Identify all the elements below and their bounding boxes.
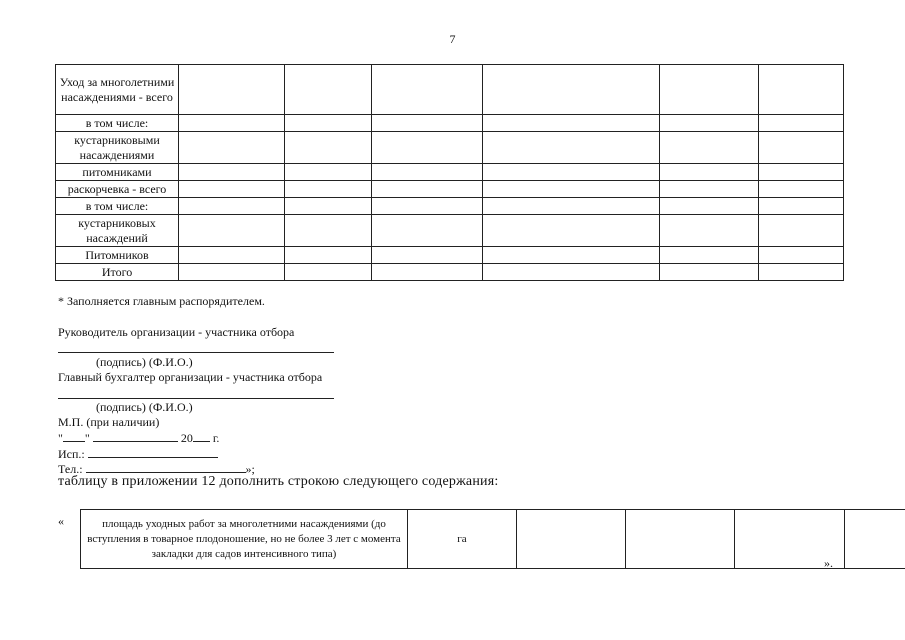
table-cell (285, 181, 372, 198)
table-cell (759, 264, 844, 281)
table-cell (483, 115, 660, 132)
row-label: раскорчевка - всего (56, 181, 179, 198)
date-year: 20 (180, 431, 193, 445)
row-label: Итого (56, 264, 179, 281)
table-cell (660, 164, 759, 181)
accountant-signature-line (58, 398, 334, 399)
table-cell (285, 132, 372, 164)
table-cell (285, 247, 372, 264)
date-month-blank (93, 429, 178, 442)
table-cell (179, 132, 285, 164)
open-quote: « (58, 514, 64, 528)
new-row-unit: га (408, 510, 517, 569)
table-cell (285, 198, 372, 215)
table-row (56, 115, 844, 132)
head-signature-caption: (подпись) (Ф.И.О.) (96, 355, 193, 369)
table-cell (372, 181, 483, 198)
new-row-table (80, 509, 905, 569)
table-row (56, 264, 844, 281)
table-row (56, 198, 844, 215)
row-label: Питомников (56, 247, 179, 264)
row-label: в том числе: (56, 198, 179, 215)
table-cell (285, 264, 372, 281)
table-cell (759, 215, 844, 247)
date-day-blank (63, 429, 85, 442)
stamp-note: М.П. (при наличии) (58, 415, 160, 429)
table-cell (372, 132, 483, 164)
table-cell (483, 132, 660, 164)
table-cell (483, 181, 660, 198)
table-cell (285, 115, 372, 132)
table-cell (660, 65, 759, 115)
table-cell (285, 164, 372, 181)
main-table (55, 64, 844, 281)
new-row-label: площадь уходных работ за многолетними насаждениями (до вступления в товарное плодоношение, но не более 3 лет с момента закладки для садов интенсивного типа) (81, 510, 408, 569)
row-label: питомниками (56, 164, 179, 181)
table-cell (660, 181, 759, 198)
row-label: в том числе: (56, 115, 179, 132)
table-cell (660, 198, 759, 215)
table-cell (372, 65, 483, 115)
table-cell (179, 264, 285, 281)
table-cell (372, 115, 483, 132)
table-cell (660, 247, 759, 264)
table-cell (179, 247, 285, 264)
table-cell (372, 247, 483, 264)
row-label: кустарниковых насаждений (56, 215, 179, 247)
table-cell (285, 65, 372, 115)
table-cell (660, 132, 759, 164)
table-cell (372, 198, 483, 215)
table-cell (483, 247, 660, 264)
close-quote: ». (824, 556, 833, 570)
accountant-signature-label: Главный бухгалтер организации - участника отбора (58, 370, 323, 384)
table-cell (179, 198, 285, 215)
table-cell (759, 181, 844, 198)
phone-end: »; (245, 462, 255, 476)
table-cell (372, 264, 483, 281)
table-cell (483, 198, 660, 215)
table-cell (759, 132, 844, 164)
table-row (56, 132, 844, 164)
table-cell (660, 215, 759, 247)
executor-label: Исп.: (58, 447, 85, 461)
table-cell (372, 215, 483, 247)
date-close-quote: " (84, 431, 90, 445)
table-cell (483, 215, 660, 247)
page-number: 7 (449, 32, 456, 46)
date-open-quote: " (58, 431, 63, 445)
table-row (56, 247, 844, 264)
footnote: * Заполняется главным распорядителем. (58, 294, 265, 308)
head-signature-line (58, 352, 334, 353)
row-label: Уход за многолетними насаждениями - всего (56, 65, 179, 115)
date-line (58, 429, 219, 446)
table-cell (179, 65, 285, 115)
table-cell (759, 164, 844, 181)
table-cell (759, 65, 844, 115)
table-cell (759, 198, 844, 215)
phone-label: Тел.: (58, 462, 83, 476)
table-cell (179, 115, 285, 132)
table-cell (517, 510, 626, 569)
table-cell (660, 264, 759, 281)
table-cell (179, 164, 285, 181)
date-suffix: г. (212, 431, 220, 445)
table-cell (483, 164, 660, 181)
table-cell (179, 181, 285, 198)
table-cell (372, 164, 483, 181)
table-cell (626, 510, 735, 569)
row-label: кустарниковыми насаждениями (56, 132, 179, 164)
phone-blank (86, 460, 246, 473)
table-row (56, 65, 844, 115)
table-cell (759, 115, 844, 132)
table-cell (483, 65, 660, 115)
executor-blank (88, 445, 218, 458)
table-row (81, 510, 905, 569)
amendment-text: таблицу в приложении 12 дополнить строкою следующего содержания: (58, 474, 499, 489)
table-cell (759, 247, 844, 264)
table-cell (483, 264, 660, 281)
table-cell (179, 215, 285, 247)
table-cell (660, 115, 759, 132)
accountant-signature-caption: (подпись) (Ф.И.О.) (96, 400, 193, 414)
date-year-blank (193, 429, 210, 442)
table-row (56, 215, 844, 247)
head-signature-label: Руководитель организации - участника отбора (58, 325, 295, 339)
table-row (56, 164, 844, 181)
table-row (56, 181, 844, 198)
table-cell (285, 215, 372, 247)
table-cell (845, 510, 905, 569)
